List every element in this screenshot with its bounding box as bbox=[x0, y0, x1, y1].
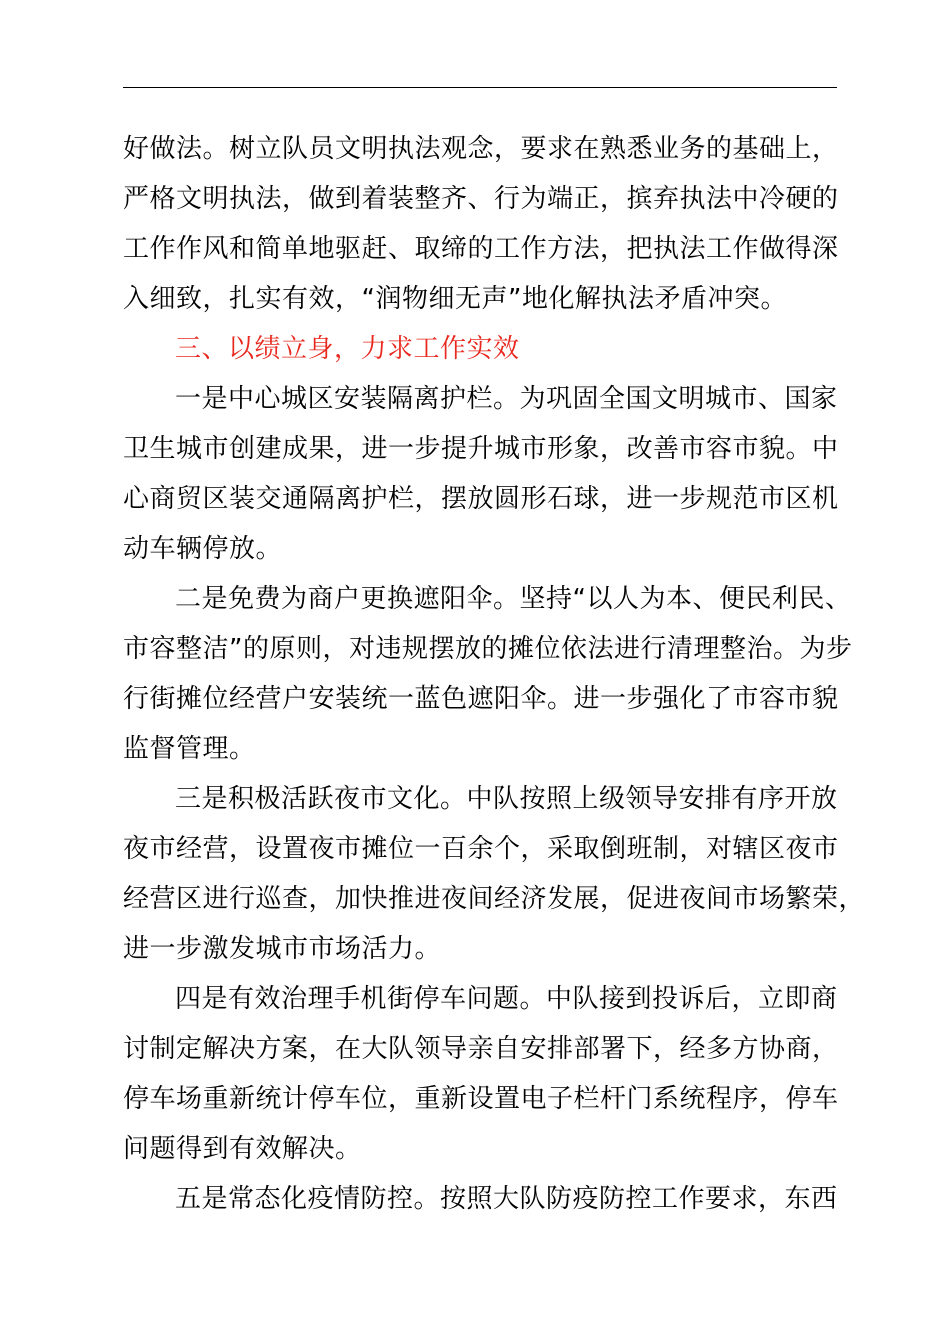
text-line: 夜市经营，设置夜市摊位一百余个，采取倒班制，对辖区夜市 bbox=[123, 834, 839, 864]
section-heading: 三、以绩立身，力求工作实效 bbox=[175, 334, 520, 364]
text-line: 讨制定解决方案，在大队领导亲自安排部署下，经多方协商， bbox=[123, 1034, 839, 1064]
text-line: 工作作风和简单地驱赶、取缔的工作方法，把执法工作做得深 bbox=[123, 234, 839, 264]
text-line: 卫生城市创建成果，进一步提升城市形象，改善市容市貌。中 bbox=[123, 434, 839, 464]
text-line: 四是有效治理手机街停车问题。中队接到投诉后，立即商 bbox=[175, 984, 838, 1014]
text-line: 二是免费为商户更换遮阳伞。坚持“以人为本、便民利民、 bbox=[175, 584, 852, 614]
text-line: 心商贸区装交通隔离护栏，摆放圆形石球，进一步规范市区机 bbox=[123, 484, 839, 514]
text-line: 五是常态化疫情防控。按照大队防疫防控工作要求，东西 bbox=[175, 1184, 838, 1214]
document-body bbox=[123, 124, 883, 1224]
text-line: 入细致，扎实有效，“润物细无声”地化解执法矛盾冲突。 bbox=[123, 284, 787, 314]
header-rule bbox=[123, 87, 837, 88]
text-line: 三是积极活跃夜市文化。中队按照上级领导安排有序开放 bbox=[175, 784, 838, 814]
text-line: 监督管理。 bbox=[123, 734, 256, 764]
text-line: 行街摊位经营户安装统一蓝色遮阳伞。进一步强化了市容市貌 bbox=[123, 684, 839, 714]
text-line: 进一步激发城市市场活力。 bbox=[123, 934, 442, 964]
text-line: 市容整洁”的原则，对违规摆放的摊位依法进行清理整治。为步 bbox=[123, 634, 853, 664]
text-line: 一是中心城区安装隔离护栏。为巩固全国文明城市、国家 bbox=[175, 384, 838, 414]
text-line: 好做法。树立队员文明执法观念，要求在熟悉业务的基础上， bbox=[123, 134, 839, 164]
text-line: 问题得到有效解决。 bbox=[123, 1134, 362, 1164]
text-line: 停车场重新统计停车位，重新设置电子栏杆门系统程序，停车 bbox=[123, 1084, 839, 1114]
text-line: 严格文明执法，做到着装整齐、行为端正，摈弃执法中冷硬的 bbox=[123, 184, 839, 214]
text-line: 经营区进行巡查，加快推进夜间经济发展，促进夜间市场繁荣， bbox=[123, 884, 866, 914]
text-line: 动车辆停放。 bbox=[123, 534, 283, 564]
